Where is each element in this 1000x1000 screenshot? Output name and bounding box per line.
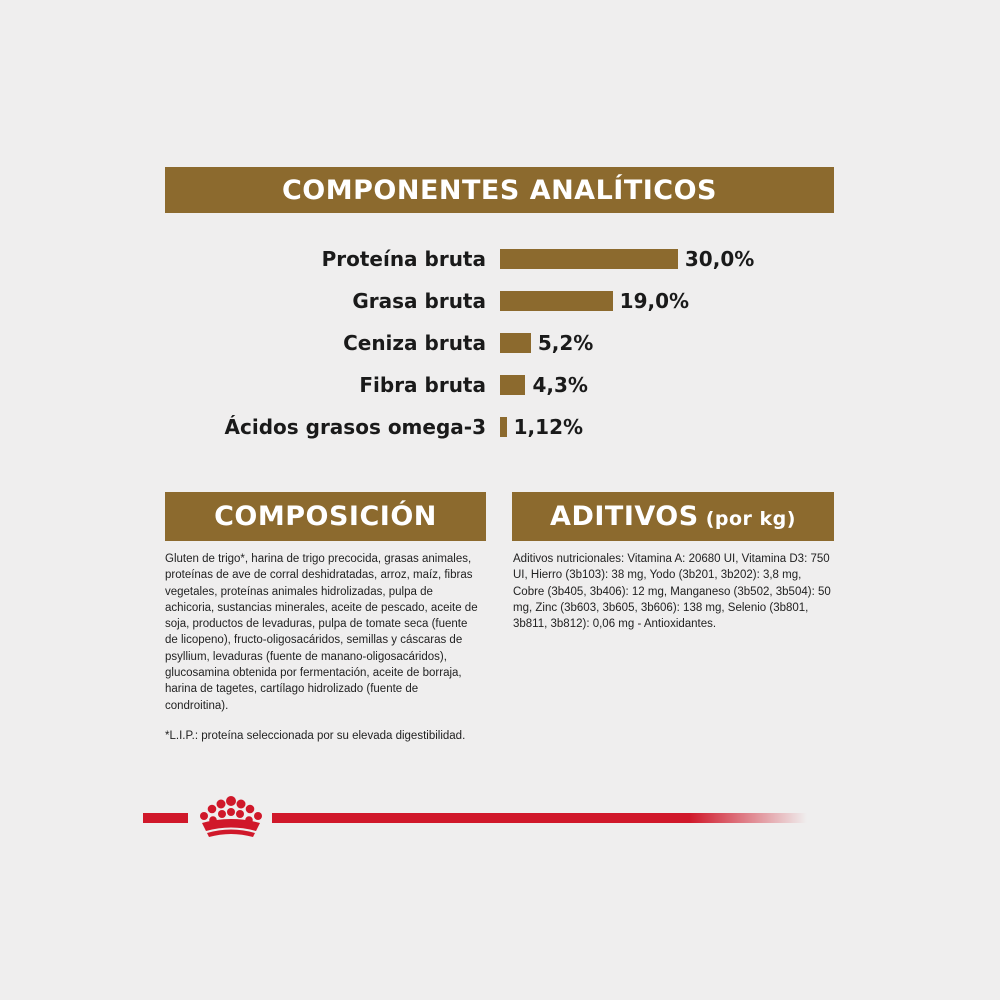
- additives-heading: ADITIVOS: [550, 501, 699, 532]
- chart-value-label: 19,0%: [619, 289, 690, 313]
- chart-value-label: 5,2%: [537, 331, 594, 355]
- chart-bar: [500, 417, 507, 437]
- chart-category-label: Grasa bruta: [352, 289, 486, 313]
- chart-category-label: Proteína bruta: [321, 247, 486, 271]
- chart-bar: [500, 291, 613, 311]
- composition-text: Gluten de trigo*, harina de trigo precocida, grasas animales, proteínas de ave de corral deshidratadas, arroz, maíz, fibras vegetales, proteínas animales hidrolizadas, pulpa de achicoria, sustancias minerales, aceite de pescado, aceite de soja, productos de levaduras, pulpa de tomate seca (fuente de licopeno), fructo-oligosacáridos, semillas y cáscaras de psyllium, levaduras (fuente de manano-oligosacáridos), glucosamina obtenida por fermentación, aceite de borraja, harina de tagetes, cartílago hidrolizado (fuente de condroitina).: [165, 553, 478, 712]
- chart-bar: [500, 249, 678, 269]
- composition-heading-banner: [165, 492, 486, 541]
- additives-heading-banner: [512, 492, 834, 541]
- chart-value-label: 4,3%: [532, 373, 588, 397]
- additives-heading-suffix: (por kg): [705, 508, 796, 530]
- components-heading-banner: [165, 167, 834, 213]
- components-heading: COMPONENTES ANALÍTICOS: [281, 174, 718, 206]
- brand-line-left: [143, 813, 188, 823]
- chart-bar: [500, 333, 531, 353]
- chart-category-label: Ceniza bruta: [343, 331, 486, 355]
- composition-heading: COMPOSICIÓN: [214, 501, 437, 532]
- brand-line-right: [272, 813, 807, 823]
- composition-footnote: *L.I.P.: proteína seleccionada por su elevada digestibilidad.: [165, 730, 466, 742]
- chart-value-label: 1,12%: [513, 415, 584, 439]
- chart-value-label: 30,0%: [684, 247, 755, 271]
- additives-text: Aditivos nutricionales: Vitamina A: 20680 UI, Vitamina D3: 750 UI, Hierro (3b103): 38 mg, Yodo (3b201, 3b202): 3,8 mg, Cobre (3b405, 3b406): 12 mg, Manganeso (3b502, 3b504): 50 mg, Zinc (3b603, 3b605, 3b606): 138 mg, Selenio (3b801, 3b811, 3b812): 0,06 mg - Antioxidantes.: [513, 553, 831, 631]
- chart-category-label: Ácidos grasos omega-3: [224, 415, 486, 439]
- chart-category-label: Fibra bruta: [359, 373, 486, 397]
- chart-bar: [500, 375, 525, 395]
- crown-icon: [194, 795, 268, 839]
